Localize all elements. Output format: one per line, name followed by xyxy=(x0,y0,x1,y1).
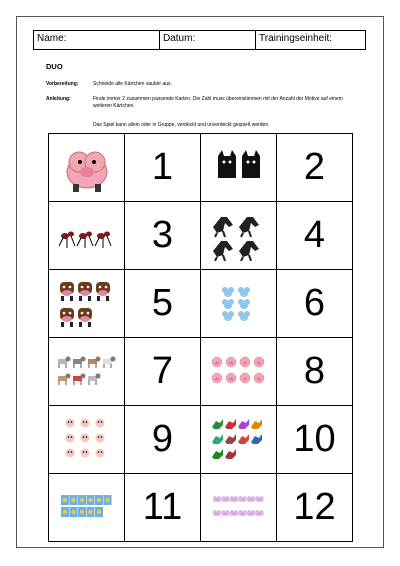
instr-text: Finde immer 2 zusammen passende Karten. Die Zahl muss übereinstimmen mit der Anzahl der Motive auf einem weiteren Kärtchen. xyxy=(93,96,343,109)
card-row xyxy=(49,474,353,542)
header-table xyxy=(33,30,366,50)
card-number[interactable]: 3 xyxy=(125,202,201,270)
card-number[interactable]: 7 xyxy=(125,338,201,406)
prep-label: Vorbereitung: xyxy=(46,81,79,87)
card-grid xyxy=(48,133,353,542)
name-field[interactable]: Name: xyxy=(34,31,160,49)
dogs-icon[interactable] xyxy=(49,338,125,406)
page-title: DUO xyxy=(46,62,63,71)
card-number[interactable]: 12 xyxy=(277,474,353,542)
birds-icon[interactable] xyxy=(49,474,125,542)
card-row xyxy=(49,406,353,474)
card-number[interactable]: 8 xyxy=(277,338,353,406)
card-number[interactable]: 11 xyxy=(125,474,201,542)
card-number[interactable]: 2 xyxy=(277,134,353,202)
instr-text-2: Das Spiel kann allein oder in Gruppe, verdeckt und unverdeckt gespielt werden. xyxy=(93,122,270,128)
date-field[interactable]: Datum: xyxy=(160,31,256,49)
fairies-icon[interactable] xyxy=(201,474,277,542)
card-number[interactable]: 5 xyxy=(125,270,201,338)
horses-icon[interactable] xyxy=(201,202,277,270)
card-number[interactable]: 9 xyxy=(125,406,201,474)
pig-icon[interactable] xyxy=(49,134,125,202)
card-number[interactable]: 1 xyxy=(125,134,201,202)
cows-icon[interactable] xyxy=(49,270,125,338)
card-row xyxy=(49,134,353,202)
pigs-icon[interactable] xyxy=(201,338,277,406)
card-row xyxy=(49,202,353,270)
sheep-icon[interactable] xyxy=(49,406,125,474)
card-number[interactable]: 4 xyxy=(277,202,353,270)
prep-text: Schneide alle Kärtchen sauber aus. xyxy=(93,81,172,87)
card-row xyxy=(49,270,353,338)
card-row xyxy=(49,338,353,406)
card-number[interactable]: 6 xyxy=(277,270,353,338)
card-number[interactable]: 10 xyxy=(277,406,353,474)
ants-icon[interactable] xyxy=(49,202,125,270)
mice-icon[interactable] xyxy=(201,270,277,338)
training-field[interactable]: Trainingseinheit: xyxy=(259,33,333,44)
instr-label: Anleitung: xyxy=(46,96,71,102)
dinos-icon[interactable] xyxy=(201,406,277,474)
cats-icon[interactable] xyxy=(201,134,277,202)
